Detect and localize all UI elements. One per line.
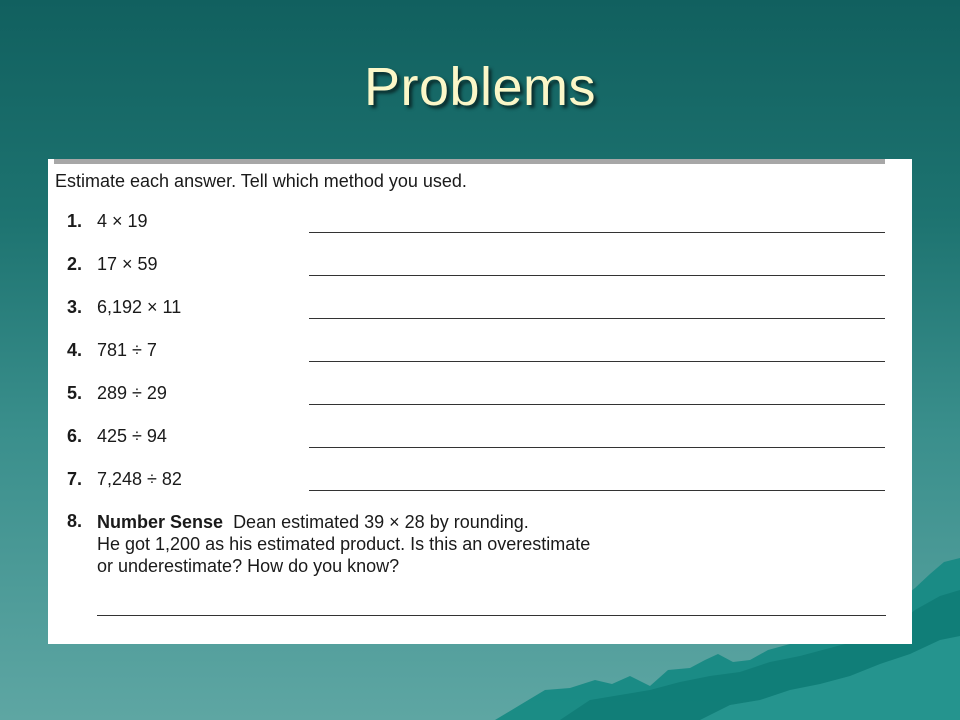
problem-6 <box>67 426 887 450</box>
answer-line <box>309 361 885 362</box>
problem-3 <box>67 297 887 321</box>
answer-line <box>309 404 885 405</box>
problem-expression: 289 ÷ 29 <box>97 383 167 403</box>
number-sense-label: Number Sense <box>97 512 224 532</box>
problem-expression: 4 × 19 <box>97 211 148 231</box>
problem-8-line-1 <box>97 511 717 533</box>
problem-number: 8. <box>67 511 83 531</box>
problem-number: 2. <box>67 254 83 274</box>
problem-number: 4. <box>67 340 83 360</box>
problem-2 <box>67 254 887 278</box>
problem-expression: 17 × 59 <box>97 254 158 274</box>
answer-line <box>309 447 885 448</box>
worksheet-image <box>48 159 912 644</box>
answer-line <box>309 232 885 233</box>
top-rule <box>54 159 885 164</box>
answer-line <box>309 490 885 491</box>
problem-number: 7. <box>67 469 83 489</box>
problem-5 <box>67 383 887 407</box>
problem-7 <box>67 469 887 493</box>
answer-line <box>97 615 886 616</box>
problem-expression: 425 ÷ 94 <box>97 426 167 446</box>
problem-1 <box>67 211 887 235</box>
problem-8-text <box>97 511 717 577</box>
problem-8-line-1-text: Dean estimated 39 × 28 by rounding. <box>233 512 529 532</box>
problem-number: 5. <box>67 383 83 403</box>
problem-number: 6. <box>67 426 83 446</box>
problem-number: 3. <box>67 297 83 317</box>
problem-expression: 781 ÷ 7 <box>97 340 157 360</box>
problem-4 <box>67 340 887 364</box>
problem-expression: 6,192 × 11 <box>97 297 182 317</box>
problem-8-line-3: or underestimate? How do you know? <box>97 556 400 576</box>
problem-8-line-2: He got 1,200 as his estimated product. Is this an overestimate <box>97 534 591 554</box>
problem-expression: 7,248 ÷ 82 <box>97 469 182 489</box>
instructions: Estimate each answer. Tell which method you used. <box>55 171 467 191</box>
answer-line <box>309 318 885 319</box>
answer-line <box>309 275 885 276</box>
slide-title: Problems <box>363 57 597 117</box>
problem-number: 1. <box>67 211 83 231</box>
